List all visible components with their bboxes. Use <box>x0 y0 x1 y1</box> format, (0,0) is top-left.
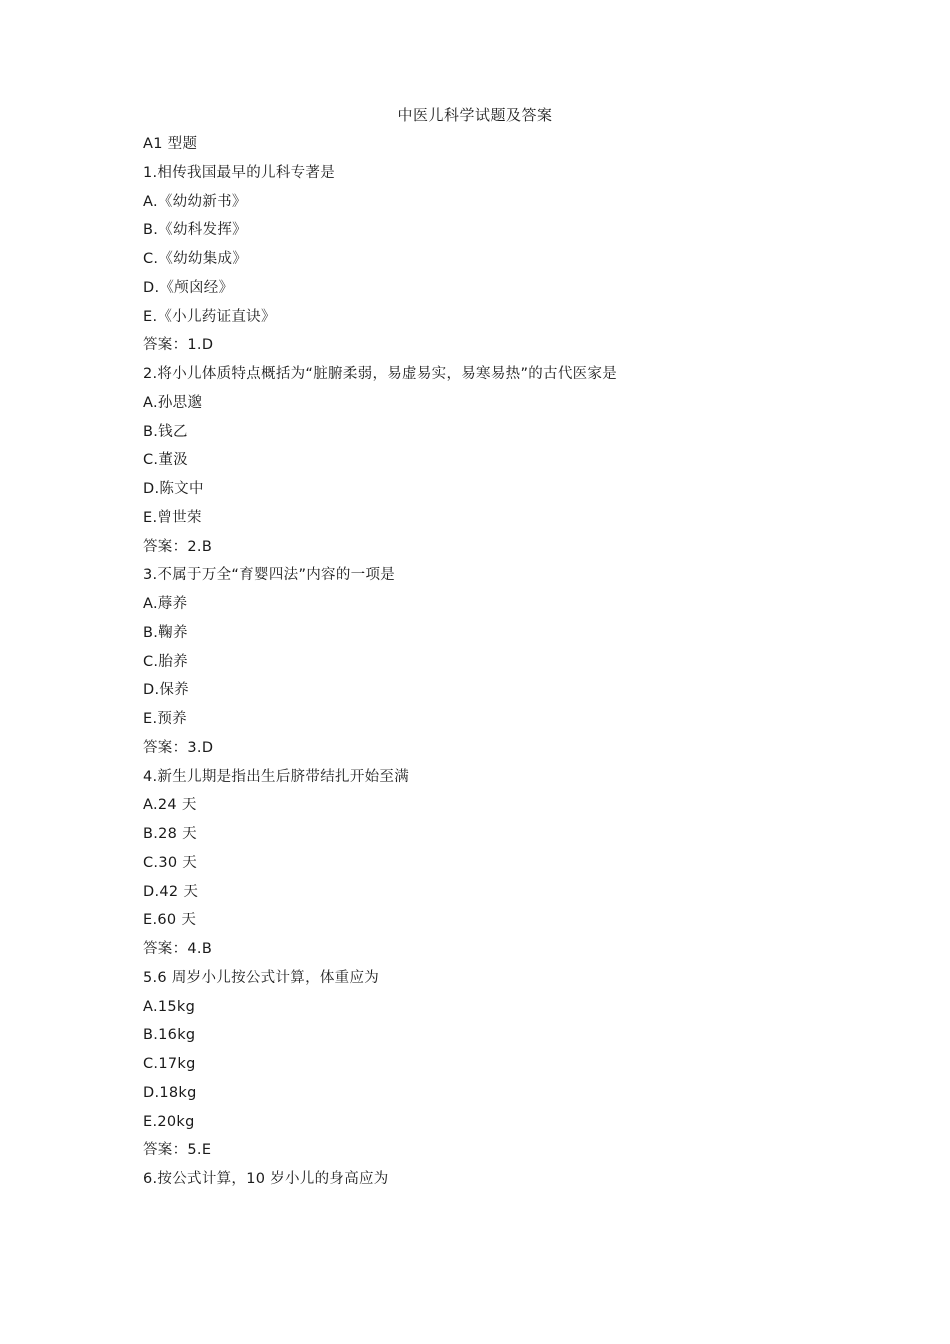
document-title: 中医儿科学试题及答案 <box>397 106 553 124</box>
question-option: E.预养 <box>143 711 187 727</box>
question-option: A.15kg <box>143 998 196 1015</box>
question-stem: 2.将小儿体质特点概括为“脏腑柔弱，易虚易实，易寒易热”的古代医家是 <box>143 366 618 382</box>
document-body <box>143 133 843 1197</box>
question-answer: 答案：2.B <box>143 538 213 555</box>
question-option: B.16kg <box>143 1027 196 1044</box>
question-option: B.《幼科发挥》 <box>143 222 247 239</box>
question-stem: 6.按公式计算，10 岁小儿的身高应为 <box>143 1171 389 1187</box>
question-option: B.钱乙 <box>143 423 188 440</box>
question-option: D.18kg <box>143 1084 197 1101</box>
question-answer: 答案：4.B <box>143 941 213 957</box>
question-stem: 4.新生儿期是指出生后脐带结扎开始至满 <box>143 768 410 785</box>
question-option: A.24 天 <box>143 797 197 814</box>
question-stem: 3.不属于万全“育婴四法”内容的一项是 <box>143 567 396 584</box>
question-option: A.蓐养 <box>143 596 188 612</box>
question-stem: 5.6 周岁小儿按公式计算，体重应为 <box>143 969 380 986</box>
question-option: E.60 天 <box>143 912 197 929</box>
question-answer: 答案：1.D <box>143 337 214 354</box>
question-option: C.董汲 <box>143 452 188 469</box>
question-option: C.《幼幼集成》 <box>143 251 248 267</box>
question-option: D.42 天 <box>143 883 199 900</box>
question-option: D.保养 <box>143 682 189 699</box>
question-option: C.30 天 <box>143 854 198 871</box>
question-option: B.28 天 <box>143 826 197 842</box>
question-option: A.孙思邈 <box>143 394 203 411</box>
question-stem: 1.相传我国最早的儿科专著是 <box>143 164 336 181</box>
question-option: E.《小儿药证直诀》 <box>143 308 276 325</box>
question-option: D.陈文中 <box>143 481 204 497</box>
question-option: B.鞠养 <box>143 624 188 641</box>
section-heading: A1 型题 <box>143 136 198 152</box>
question-option: A.《幼幼新书》 <box>143 193 247 210</box>
question-option: E.曾世荣 <box>143 509 202 526</box>
question-option: D.《颅囟经》 <box>143 279 234 296</box>
question-answer: 答案：3.D <box>143 739 214 756</box>
question-option: C.胎养 <box>143 653 188 670</box>
question-answer: 答案：5.E <box>143 1142 212 1159</box>
question-option: E.20kg <box>143 1113 195 1130</box>
question-option: C.17kg <box>143 1056 196 1072</box>
